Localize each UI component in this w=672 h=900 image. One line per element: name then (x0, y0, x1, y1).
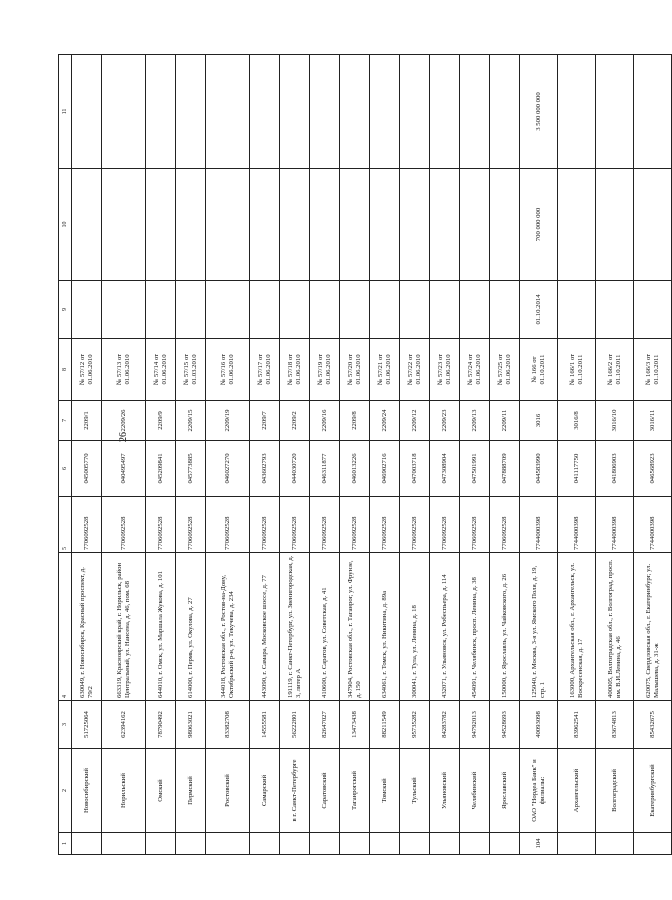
table-cell-col-6: 045005770 (72, 441, 102, 497)
table-cell-col-2: в г. Санкт-Петербурге (280, 749, 310, 833)
table-row (558, 55, 596, 855)
table-cell-col-2: Екатеринбургский (634, 749, 672, 833)
table-cell-col-5: 7706092528 (280, 497, 310, 553)
table-cell-col-11 (634, 55, 672, 169)
table-cell-col-8: № 57/25 от 01.06.2010 (490, 339, 520, 401)
table-row (250, 55, 280, 855)
table-row (206, 55, 250, 855)
table-row (596, 55, 634, 855)
table-cell-col-2: Томский (370, 749, 400, 833)
table-cell-col-7: 3016/8 (558, 401, 596, 441)
table-cell-col-2: Саратовский (310, 749, 340, 833)
table-cell-col-9 (596, 281, 634, 339)
table-cell-col-7: 2209/8 (340, 401, 370, 441)
table-cell-col-3: 95735282 (400, 701, 430, 749)
table-cell-col-10 (102, 169, 146, 281)
table-cell-col-9 (146, 281, 176, 339)
table-cell-col-11 (176, 55, 206, 169)
table-cell-col-2: Архангельский (558, 749, 596, 833)
table-cell-col-2: Новосибирский (72, 749, 102, 833)
column-number-9: 9 (59, 281, 72, 339)
table-row (280, 55, 310, 855)
table-cell-col-8: № 57/22 от 01.06.2010 (400, 339, 430, 401)
table-cell-col-5: 7706092528 (490, 497, 520, 553)
table-cell-col-2: Омский (146, 749, 176, 833)
table-cell-col-9 (250, 281, 280, 339)
table-cell-col-1 (596, 833, 634, 855)
table-cell-col-5: 7706092528 (310, 497, 340, 553)
table-cell-col-2: Самарский (250, 749, 280, 833)
column-number-7: 7 (59, 401, 72, 441)
table-cell-col-11: 3 500 000 000 (520, 55, 558, 169)
table-cell-col-4: 663319, Красноярский край, г. Норильск, район Центральный, ул. Нансена, д. 46, пом. 68 (102, 553, 146, 701)
table-cell-col-11 (146, 55, 176, 169)
table-cell-col-5: 7706092528 (72, 497, 102, 553)
table-cell-col-11 (490, 55, 520, 169)
table-cell-col-8: № 57/21 от 01.06.2010 (370, 339, 400, 401)
table-row (490, 55, 520, 855)
table-cell-col-1 (280, 833, 310, 855)
table-row (460, 55, 490, 855)
table-cell-col-10 (430, 169, 460, 281)
table-cell-col-3: 14555581 (250, 701, 280, 749)
table-cell-col-3: 13473438 (340, 701, 370, 749)
table-cell-col-8: № 57/16 от 01.06.2010 (206, 339, 250, 401)
table-cell-col-10 (490, 169, 520, 281)
table-cell-col-1 (370, 833, 400, 855)
table-cell-col-9 (370, 281, 400, 339)
table-cell-col-10 (146, 169, 176, 281)
column-number-5: 5 (59, 497, 72, 553)
table-cell-col-3: 83382708 (206, 701, 250, 749)
table-cell-col-5: 7706092528 (460, 497, 490, 553)
table-cell-col-6: 044583990 (520, 441, 558, 497)
table-cell-col-5: 7706092528 (370, 497, 400, 553)
table-cell-col-11 (206, 55, 250, 169)
table-cell-col-10 (558, 169, 596, 281)
table-cell-col-4: 432071, г. Ульяновск, ул. Робеспьера, д. 114 (430, 553, 460, 701)
table-row (102, 55, 146, 855)
table-cell-col-3: 88211549 (370, 701, 400, 749)
table-cell-col-2: Волгоградский (596, 749, 634, 833)
table-cell-col-3: 94528693 (490, 701, 520, 749)
table-cell-col-1 (430, 833, 460, 855)
table-cell-col-11 (430, 55, 460, 169)
table-cell-col-1 (250, 833, 280, 855)
table-cell-col-10 (206, 169, 250, 281)
table-cell-col-1 (634, 833, 672, 855)
table-cell-col-5: 7706092528 (400, 497, 430, 553)
table-row (520, 55, 558, 855)
table-cell-col-8: № 57/24 от 01.06.2010 (460, 339, 490, 401)
table-cell-col-1 (102, 833, 146, 855)
table-cell-col-2: ОАО "Нордеа Банк" и филиалы: (520, 749, 558, 833)
column-number-3: 3 (59, 701, 72, 749)
table-cell-col-7: 2209/2 (280, 401, 310, 441)
table-cell-col-7: 2209/1 (72, 401, 102, 441)
table-cell-col-3: 40093098 (520, 701, 558, 749)
table-cell-col-2: Ростовский (206, 749, 250, 833)
table-cell-col-11 (310, 55, 340, 169)
table-cell-col-10: 700 000 000 (520, 169, 558, 281)
table-cell-col-3: 51725064 (72, 701, 102, 749)
table-cell-col-10 (176, 169, 206, 281)
table-cell-col-10 (370, 169, 400, 281)
table-cell-col-8: № 57/18 от 01.06.2010 (280, 339, 310, 401)
table-cell-col-9 (310, 281, 340, 339)
table-cell-col-5: 7706092528 (102, 497, 146, 553)
table-cell-col-9 (634, 281, 672, 339)
table-cell-col-9 (176, 281, 206, 339)
table-cell-col-1 (146, 833, 176, 855)
table-cell-col-6: 046902716 (370, 441, 400, 497)
table-cell-col-11 (558, 55, 596, 169)
table-cell-col-6: 046311877 (310, 441, 340, 497)
register-table-container (58, 55, 660, 855)
table-cell-col-4: 344018, Ростовская обл., г. Ростов-на-Дону, Октябрьский р-н, ул. Текучева, д. 234 (206, 553, 250, 701)
table-cell-col-4: 400005, Волгоградская обл., г. Волгоград, просп. им. В.И.Ленина, д. 46 (596, 553, 634, 701)
table-cell-col-8: № 57/13 от 01.06.2010 (102, 339, 146, 401)
table-cell-col-10 (596, 169, 634, 281)
table-cell-col-5: 7744000398 (596, 497, 634, 553)
table-cell-col-9 (206, 281, 250, 339)
table-row (340, 55, 370, 855)
table-cell-col-8: № 166 от 01.10.2011 (520, 339, 558, 401)
table-cell-col-8: № 57/20 от 01.06.2010 (340, 339, 370, 401)
table-cell-col-6: 041117750 (558, 441, 596, 497)
table-cell-col-1 (310, 833, 340, 855)
table-cell-col-9 (558, 281, 596, 339)
table-cell-col-6: 046013226 (340, 441, 370, 497)
table-cell-col-8: № 57/19 от 01.06.2010 (310, 339, 340, 401)
table-row (72, 55, 102, 855)
table-cell-col-10 (280, 169, 310, 281)
table-cell-col-3: 82647027 (310, 701, 340, 749)
table-cell-col-10 (340, 169, 370, 281)
table-cell-col-4: 620075, Свердловская обл., г. Екатеринбург, ул. Малышева, д. 31-ж (634, 553, 672, 701)
table-cell-col-3: 98063021 (176, 701, 206, 749)
table-cell-col-7: 2209/23 (430, 401, 460, 441)
table-cell-col-2: Пермский (176, 749, 206, 833)
table-row (400, 55, 430, 855)
table-cell-col-2: Челябинский (460, 749, 490, 833)
table-cell-col-9 (72, 281, 102, 339)
table-cell-col-9: 01.10.2014 (520, 281, 558, 339)
table-cell-col-10 (634, 169, 672, 281)
table-cell-col-11 (280, 55, 310, 169)
table-cell-col-6: 047888709 (490, 441, 520, 497)
table-cell-col-4: 614000, г. Пермь, ул. Окулова, д. 27 (176, 553, 206, 701)
table-cell-col-3: 78790492 (146, 701, 176, 749)
table-cell-col-9 (280, 281, 310, 339)
table-cell-col-6: 047501991 (460, 441, 490, 497)
table-cell-col-7: 2209/9 (146, 401, 176, 441)
column-number-4: 4 (59, 553, 72, 701)
table-cell-col-4: 443090, г. Самара, Московское шоссе, д. 77 (250, 553, 280, 701)
table-cell-col-10 (460, 169, 490, 281)
table-cell-col-10 (310, 169, 340, 281)
table-cell-col-1 (400, 833, 430, 855)
column-number-10: 10 (59, 169, 72, 281)
table-cell-col-1 (176, 833, 206, 855)
column-number-11: 11 (59, 55, 72, 169)
table-cell-col-2: Норильский (102, 749, 146, 833)
table-cell-col-4: 191119, г. Санкт-Петербург, ул. Звенигородская, д. 3, литер А (280, 553, 310, 701)
table-cell-col-1 (460, 833, 490, 855)
page-number: 26 (118, 432, 129, 442)
table-cell-col-8: № 166/1 от 01.10.2011 (558, 339, 596, 401)
column-number-6: 6 (59, 441, 72, 497)
table-row (370, 55, 400, 855)
table-cell-col-7: 2209/19 (206, 401, 250, 441)
table-cell-col-7: 2209/24 (370, 401, 400, 441)
table-cell-col-3: 85432675 (634, 701, 672, 749)
table-cell-col-9 (490, 281, 520, 339)
table-cell-col-3: 83962541 (558, 701, 596, 749)
table-cell-col-5: 7744000398 (558, 497, 596, 553)
table-cell-col-7: 2209/7 (250, 401, 280, 441)
column-number-2: 2 (59, 749, 72, 833)
table-cell-col-11 (72, 55, 102, 169)
table-cell-col-1 (206, 833, 250, 855)
table-cell-col-11 (102, 55, 146, 169)
table-cell-col-7: 2209/16 (310, 401, 340, 441)
table-cell-col-6: 040495497 (102, 441, 146, 497)
table-cell-col-9 (460, 281, 490, 339)
table-cell-col-4: 300041, г. Тула, ул. Ленина, д. 18 (400, 553, 430, 701)
table-cell-col-6: 047003718 (400, 441, 430, 497)
table-cell-col-4: 150000, г. Ярославль, ул. Чайковского, д. 26 (490, 553, 520, 701)
table-cell-col-7: 3016/11 (634, 401, 672, 441)
table-cell-col-4: 634061, г. Томск, ул. Никитина, д. 89а (370, 553, 400, 701)
table-cell-col-2: Тульский (400, 749, 430, 833)
table-cell-col-11 (370, 55, 400, 169)
table-cell-col-4: 347904, Ростовская обл., г. Таганрог, ул. Фрунзе, д. 150 (340, 553, 370, 701)
table-cell-col-6: 045209841 (146, 441, 176, 497)
table-cell-col-10 (400, 169, 430, 281)
table-cell-col-10 (72, 169, 102, 281)
table-row (634, 55, 672, 855)
column-number-1: 1 (59, 833, 72, 855)
table-row (176, 55, 206, 855)
table-cell-col-4: 454091, г. Челябинск, просп. Ленина, д. 38 (460, 553, 490, 701)
table-cell-col-6: 045773885 (176, 441, 206, 497)
column-number-8: 8 (59, 339, 72, 401)
table-cell-col-1 (340, 833, 370, 855)
table-cell-col-3: 84283782 (430, 701, 460, 749)
table-cell-col-6: 043602793 (250, 441, 280, 497)
table-cell-col-4: 644010, г. Омск, ул. Маршала Жукова, д. 101 (146, 553, 176, 701)
table-cell-col-3: 94792013 (460, 701, 490, 749)
table-cell-col-5: 7706092528 (206, 497, 250, 553)
table-cell-col-9 (102, 281, 146, 339)
header-row (59, 55, 72, 855)
table-cell-col-9 (340, 281, 370, 339)
table-cell-col-3: 62394162 (102, 701, 146, 749)
table-cell-col-9 (400, 281, 430, 339)
table-cell-col-11 (400, 55, 430, 169)
table-cell-col-1 (558, 833, 596, 855)
table-cell-col-11 (460, 55, 490, 169)
table-cell-col-5: 7706092528 (250, 497, 280, 553)
table-cell-col-8: № 166/2 от 01.10.2011 (596, 339, 634, 401)
table-cell-col-11 (250, 55, 280, 169)
table-cell-col-8: № 57/14 от 01.06.2010 (146, 339, 176, 401)
table-cell-col-3: 83674813 (596, 701, 634, 749)
table-cell-col-7: 2209/11 (490, 401, 520, 441)
table-cell-col-2: Ярославский (490, 749, 520, 833)
table-cell-col-4: 125040, г. Москва, 3-я ул. Ямского Поля, д. 19, стр. 1 (520, 553, 558, 701)
table-cell-col-2: Ульяновский (430, 749, 460, 833)
table-row (146, 55, 176, 855)
table-cell-col-5: 7744000398 (520, 497, 558, 553)
table-cell-col-7: 2209/15 (176, 401, 206, 441)
table-cell-col-5: 7706092528 (176, 497, 206, 553)
table-cell-col-7: 2209/12 (400, 401, 430, 441)
table-cell-col-5: 7706092528 (430, 497, 460, 553)
table-row (430, 55, 460, 855)
table-cell-col-8: № 166/3 от 01.10.2011 (634, 339, 672, 401)
table-cell-col-6: 044030720 (280, 441, 310, 497)
table-cell-col-8: № 57/17 от 01.06.2010 (250, 339, 280, 401)
table-cell-col-7: 3016 (520, 401, 558, 441)
table-cell-col-6: 046568923 (634, 441, 672, 497)
table-cell-col-6: 046027270 (206, 441, 250, 497)
table-cell-col-4: 630049, г. Новосибирск, Красный проспект, д. 79/2 (72, 553, 102, 701)
table-cell-col-1: 104 (520, 833, 558, 855)
table-cell-col-11 (340, 55, 370, 169)
table-cell-col-3: 56222801 (280, 701, 310, 749)
table-cell-col-6: 047308904 (430, 441, 460, 497)
table-cell-col-6: 041806903 (596, 441, 634, 497)
table-cell-col-7: 2209/26 (102, 401, 146, 441)
table-cell-col-2: Таганрогский (340, 749, 370, 833)
table-cell-col-8: № 57/23 от 01.06.2010 (430, 339, 460, 401)
table-cell-col-4: 410600, г. Саратов, ул. Советская, д. 41 (310, 553, 340, 701)
table-cell-col-1 (72, 833, 102, 855)
table-cell-col-7: 3016/10 (596, 401, 634, 441)
table-cell-col-11 (596, 55, 634, 169)
table-cell-col-10 (250, 169, 280, 281)
table-row (310, 55, 340, 855)
register-table (58, 54, 672, 855)
table-cell-col-4: 163000, Архангельская обл., г. Архангельск, ул. Воскресенская, д. 17 (558, 553, 596, 701)
table-cell-col-9 (430, 281, 460, 339)
table-cell-col-5: 7744000398 (634, 497, 672, 553)
table-cell-col-8: № 57/12 от 01.06.2010 (72, 339, 102, 401)
table-cell-col-1 (490, 833, 520, 855)
table-cell-col-5: 7706092528 (146, 497, 176, 553)
table-cell-col-7: 2209/13 (460, 401, 490, 441)
table-cell-col-8: № 57/15 от 01.03.2010 (176, 339, 206, 401)
table-cell-col-5: 7706092528 (340, 497, 370, 553)
